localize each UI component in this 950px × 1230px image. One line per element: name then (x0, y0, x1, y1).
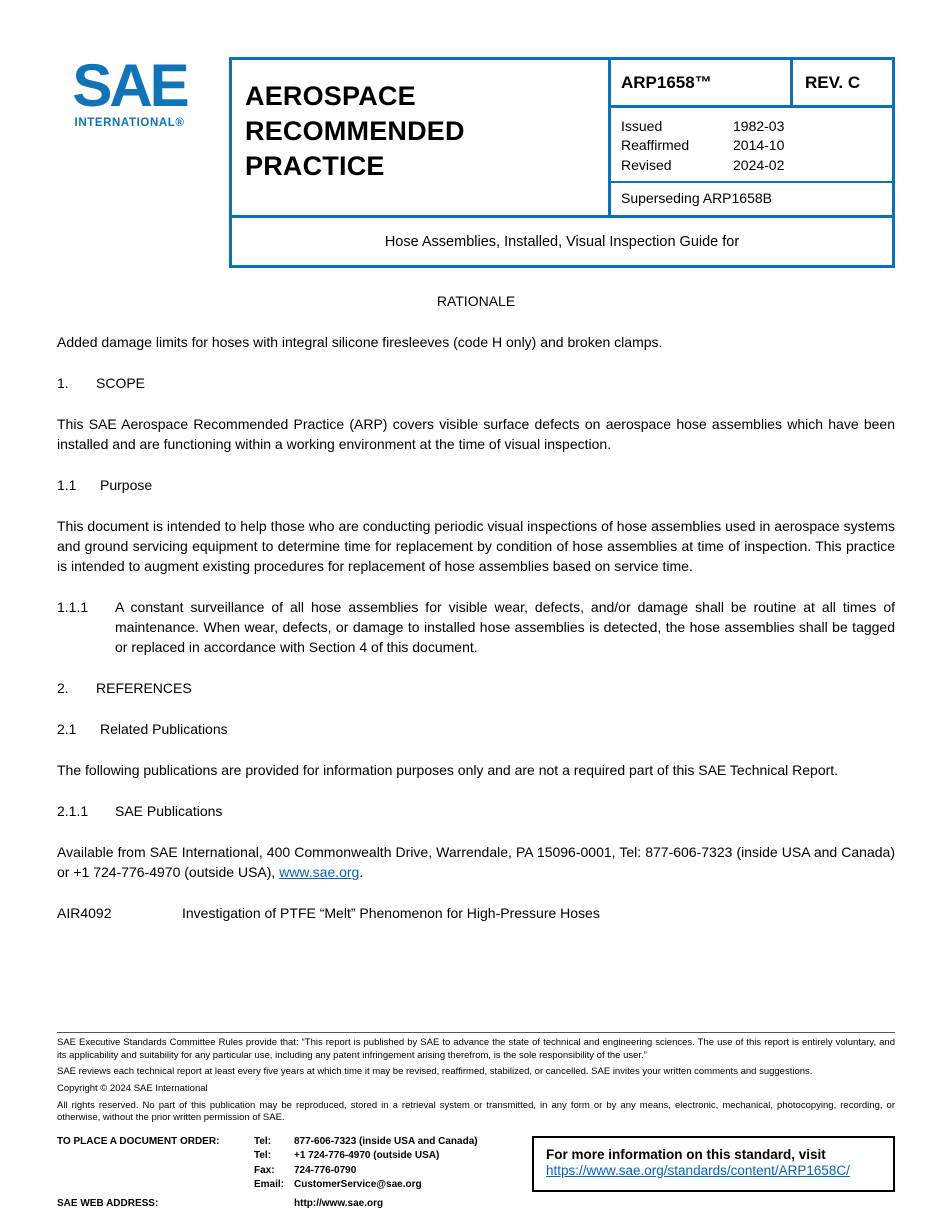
document-number: ARP1658™ (611, 60, 793, 105)
sae-logo-subtitle: INTERNATIONAL® (74, 117, 185, 129)
contact-label: Email: (254, 1179, 285, 1191)
document-header (0, 0, 950, 268)
footer-divider (57, 1032, 895, 1033)
web-address-row (57, 1198, 895, 1209)
section-2-heading (57, 678, 895, 698)
section-title: SCOPE (96, 374, 146, 391)
section-title: Purpose (100, 477, 153, 494)
date-row-issued (621, 117, 882, 136)
date-value: 2014-10 (733, 137, 785, 154)
web-address-value: http://www.sae.org (294, 1197, 384, 1209)
document-number-row (611, 60, 892, 108)
order-contact-list (254, 1135, 478, 1193)
section-title: SAE Publications (115, 803, 223, 820)
availability-text-end: . (359, 864, 364, 881)
date-row-revised (621, 156, 882, 175)
date-label: Issued (621, 118, 663, 134)
section-1-1-heading (57, 475, 895, 495)
reference-code: AIR4092 (57, 905, 112, 922)
section-number: 2.1 (57, 721, 77, 738)
footer-legal-2: SAE reviews each technical report at least every five years at which time it may be revised, reaffirmed, stabilized, or cancelled. SAE invites your written comments and suggestions. (57, 1066, 813, 1078)
section-text: A constant surveillance of all hose assemblies for visible wear, defects, and/or damage shall be routine at all times of maintenance. When wear, defects, or damage to installed hose assemblies is detected, the hose assemblies shall be tagged or replaced in accordance with Section 4 of this document. (115, 599, 895, 656)
more-info-box (532, 1136, 895, 1192)
availability-text: Available from SAE International, 400 Commonwealth Drive, Warrendale, PA 15096-0001, Tel: 877-606-7323 (inside USA and Canada) or +1 724-776-4970 (outside USA), (57, 844, 895, 881)
section-1-text: This SAE Aerospace Recommended Practice (ARP) covers visible surface defects on aerospace hose assemblies which have been installed and are functioning within a working environment at the time of visual inspection. (57, 415, 895, 452)
order-row-tel-2 (254, 1149, 478, 1164)
revision-label: REV. C (805, 73, 861, 92)
section-number: 1.1.1 (57, 599, 89, 616)
date-label: Revised (621, 156, 672, 173)
contact-value: 724-776-0790 (294, 1164, 357, 1176)
section-1-1-text: This document is intended to help those who are conducting periodic visual inspections of hose assemblies used in aerospace systems and ground servicing equipment to determine time for replacement by condition of hose assemblies at time of inspection. This practice is intended to augment existing procedures for replacement of hose assemblies based on service time. (57, 518, 895, 575)
date-history (611, 108, 892, 181)
sae-org-link[interactable]: www.sae.org (279, 864, 360, 881)
contact-value: +1 724-776-4970 (outside USA) (294, 1150, 440, 1162)
section-2-1-heading (57, 719, 895, 739)
contact-label: Tel: (254, 1150, 272, 1162)
document-type-line1: AEROSPACE (245, 81, 416, 111)
web-address-label: SAE WEB ADDRESS: (57, 1197, 159, 1209)
section-number: 2. (57, 680, 69, 697)
sae-logo (63, 52, 196, 129)
standard-page-link[interactable]: https://www.sae.org/standards/content/ARP1658C/ (546, 1163, 850, 1178)
footer-legal-1: SAE Executive Standards Committee Rules provide that: “This report is published by SAE to advance the state of technical and engineering sciences. The use of this report is entirely voluntary, and its applicability and suitability for any particular use, including any patent infringement arising therefrom, is the sole responsibility of the user.” (57, 1037, 895, 1061)
document-type-line2: RECOMMENDED PRACTICE (245, 116, 465, 182)
section-2-1-1-heading (57, 801, 895, 821)
document-title: Hose Assemblies, Installed, Visual Inspection Guide for (232, 215, 892, 265)
contact-label: Fax: (254, 1164, 275, 1176)
reference-air4092 (57, 903, 895, 923)
section-2-1-text: The following publications are provided for information purposes only and are not a required part of this SAE Technical Report. (57, 762, 839, 779)
document-type (232, 60, 611, 215)
contact-value: CustomerService@sae.org (294, 1179, 422, 1191)
sae-logo-text: SAE (72, 52, 187, 119)
section-1-heading (57, 373, 895, 393)
header-table-right (611, 60, 892, 215)
rationale-text: Added damage limits for hoses with integral silicone firesleeves (code H only) and broken clamps. (57, 333, 663, 350)
order-row-tel-1 (254, 1135, 478, 1150)
order-row-email (254, 1178, 478, 1193)
date-value: 2024-02 (733, 156, 785, 173)
rationale-heading: RATIONALE (436, 292, 516, 309)
more-info-text: For more information on this standard, visit (546, 1147, 826, 1162)
reference-title: Investigation of PTFE “Melt” Phenomenon for High-Pressure Hoses (182, 905, 600, 922)
section-1-1-1-paragraph (57, 597, 895, 657)
date-value: 1982-03 (733, 118, 785, 134)
superseding-note: Superseding ARP1658B (611, 181, 892, 215)
section-number: 1. (57, 374, 69, 391)
section-number: 2.1.1 (57, 803, 89, 820)
contact-value: 877-606-7323 (inside USA and Canada) (294, 1135, 478, 1147)
footer-rights: All rights reserved. No part of this publication may be reproduced, stored in a retrieval system or transmitted, in any form or by any means, electronic, mechanical, photocopying, recording, or otherwise, without the prior written permission of SAE. (57, 1099, 895, 1124)
header-table-top (232, 60, 892, 215)
order-section-label: TO PLACE A DOCUMENT ORDER: (57, 1135, 220, 1147)
document-footer (57, 1032, 895, 1209)
contact-label: Tel: (254, 1135, 272, 1147)
footer-copyright: Copyright © 2024 SAE International (57, 1082, 208, 1094)
section-title: Related Publications (100, 721, 228, 738)
availability-paragraph (57, 842, 895, 882)
order-row-fax (254, 1164, 478, 1179)
date-row-reaffirmed (621, 136, 882, 155)
section-number: 1.1 (57, 477, 77, 494)
date-label: Reaffirmed (621, 137, 690, 154)
document-body (0, 291, 950, 923)
header-table (229, 57, 895, 268)
section-title: REFERENCES (96, 680, 192, 697)
